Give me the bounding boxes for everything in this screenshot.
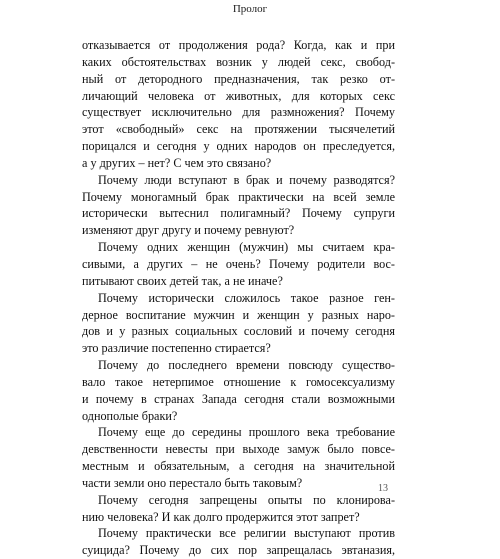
text-line: порицался и сегодня у одних народов он преследуется, [82, 139, 395, 154]
text-line: однополые браки? [82, 408, 178, 423]
text-line: Почему люди вступают в брак и почему разводятся? [98, 172, 395, 187]
text-line: питывают своих детей так, а не иначе? [82, 273, 283, 288]
text-line: Почему до последнего времени повсюду существо- [98, 358, 395, 373]
text-line: дерное воспитание мужчин и женщин у разных наро- [82, 307, 395, 322]
text-line: отказывается от продолжения рода? Когда, как и при [82, 38, 395, 52]
text-line: сивыми, а других – не очень? Почему родители вос- [82, 256, 395, 271]
text-line: местным и обязательным, а сегодня на значительной [82, 459, 395, 474]
text-line: Почему исторически сложилось такое разное ген- [98, 290, 395, 305]
text-line: существует исключительно для размножения? Почему [82, 105, 395, 120]
text-line: девственности невесты при выходе замуж было повсе- [82, 442, 395, 457]
text-line: ный от детородного предназначения, так резко от- [82, 71, 395, 86]
text-line: а у других – нет? С чем это связано? [82, 155, 272, 170]
running-title: Пролог [232, 3, 268, 15]
text-line: Почему еще до середины прошлого века требование [98, 425, 395, 440]
body-text [82, 37, 395, 559]
text-line: изменяют друг другу и почему ревнуют? [82, 223, 295, 238]
text-line: и почему в странах Запада сегодня стали возможными [82, 391, 395, 406]
text-line: исторически вытеснил полигамный? Почему супруги [82, 206, 395, 221]
text-line: этот «свободный» секс на протяжении тысячелетий [82, 122, 395, 137]
text-line: личающий человека от животных, для которых секс [82, 88, 395, 103]
text-line: Почему одних женщин (мужчин) мы считаем кра- [98, 240, 395, 255]
page-number: 13 [378, 483, 388, 494]
text-line: дов и у разных социальных сословий и почему сегодня [82, 324, 395, 339]
text-line: Почему практически все религии выступают против [98, 526, 395, 541]
text-line: вало такое нетерпимое отношение к гомосексуализму [82, 374, 395, 389]
text-line: Почему моногамный брак практически на всей земле [82, 189, 395, 204]
text-line: нию человека? И как долго продержится этот запрет? [82, 509, 360, 524]
text-line: каких обстоятельствах возник у людей секс, свобод- [82, 54, 395, 69]
text-line: суицида? Почему до сих пор запрещалась эвтаназия, [82, 543, 395, 558]
text-line: Почему сегодня запрещены опыты по клонирова- [98, 492, 395, 507]
text-line: части земли оно перестало быть таковым? [82, 475, 303, 490]
text-line: это различие постепенно стирается? [82, 341, 271, 356]
